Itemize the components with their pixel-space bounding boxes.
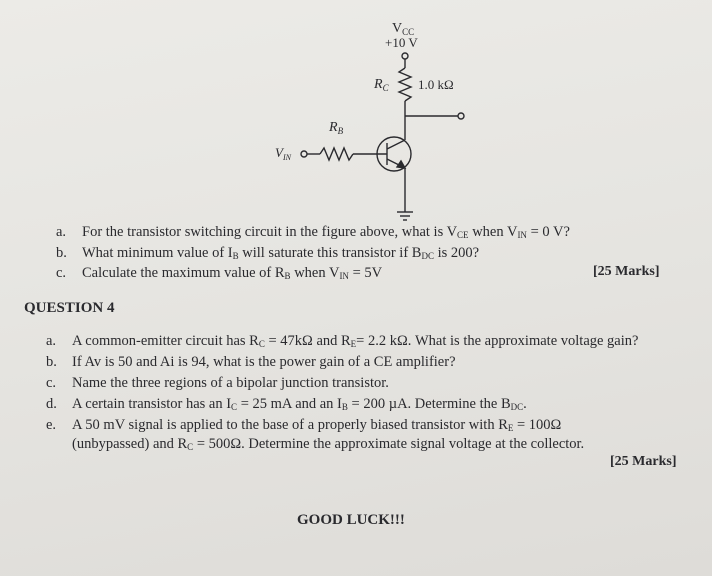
vcc-value: +10 V [385, 35, 418, 50]
rc-label: $R_C$ [374, 77, 389, 93]
vin-terminal [301, 151, 307, 157]
vcc-label: $V_{CC}$ [392, 21, 415, 37]
transistor-circuit-diagram [0, 0, 712, 230]
rc-resistor [399, 68, 411, 101]
q4-marks: [25 Marks] [610, 454, 677, 469]
q4-item-a: a. A common-emitter circuit has $R_C = 47k\Omega$ and $R_E= 2.2$ kΩ. What is the approximate voltage gain? [46, 333, 639, 349]
q4-item-d: d. A certain transistor has an $I_C = 25$ mA and an $I_B = 200$ µA. Determine the $B_{DC}$. [46, 396, 527, 412]
question4-heading: QUESTION 4 [24, 300, 115, 316]
rb-resistor [320, 148, 353, 160]
q3-item-c: c. Calculate the maximum value of $R_B$ when $V_{IN} = 5V$ [56, 265, 383, 281]
q3-item-a: a. For the transistor switching circuit in the figure above, what is $V_{CE}$ when $V_{IN} = 0$ V? [56, 224, 570, 240]
q4-item-c: c. Name the three regions of a bipolar junction transistor. [46, 375, 389, 391]
q4-item-b: b. If Av is 50 and Ai is 94, what is the power gain of a CE amplifier? [46, 354, 456, 370]
q3-marks: [25 Marks] [593, 264, 660, 279]
rc-value: 1.0 kΩ [418, 77, 454, 92]
vin-label: $V_{IN}$ [275, 145, 291, 162]
q4-item-e: e. A 50 mV signal is applied to the base of a properly biased transistor with $R_E = 100\Omega$ [46, 417, 562, 433]
vcc-terminal [402, 53, 408, 59]
q3-item-b: b. What minimum value of $I_B$ will saturate this transistor if $B_{DC}$ is 200? [56, 245, 480, 261]
closing-text: GOOD LUCK!!! [297, 512, 405, 528]
ground-symbol [397, 212, 413, 220]
output-terminal [458, 113, 464, 119]
q4-item-e-continued: (unbypassed) and $R_C = 500\Omega$. Determine the approximate signal voltage at the collector. [72, 436, 585, 452]
rb-label: $R_B$ [329, 120, 344, 136]
